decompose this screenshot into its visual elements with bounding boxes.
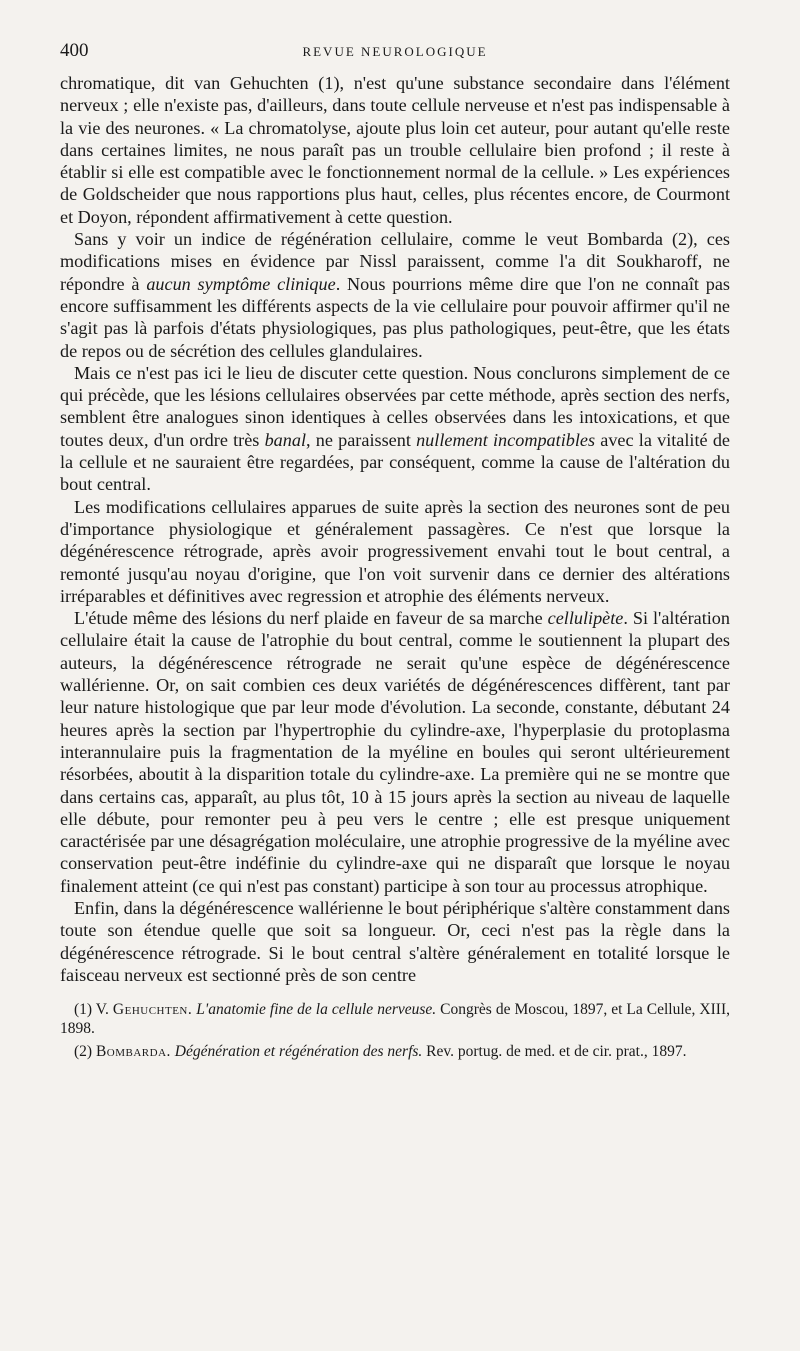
footnote-author: Bombarda. (95, 1043, 171, 1061)
body-text (60, 72, 730, 986)
emphasis-text: aucun symptôme clinique (146, 273, 336, 294)
footnote-rest: Congrès de Moscou, 1897, et La Cellule, XIII, 1898. (60, 1001, 730, 1038)
paragraph (60, 897, 730, 986)
footnotes (60, 1000, 730, 1061)
footnote-marker: (2) (74, 1043, 93, 1061)
paragraph (60, 362, 730, 496)
paragraph (60, 72, 730, 228)
paragraph-text: Les modifications cellulaires apparues de suite après la section des neurones sont de peu d'importance physiologique et généralement passagères. Ce n'est que lorsque la dégénérescence rétrograde, après avoir progressivement envahi tout le bout central, a remonté jusqu'au noyau d'origine, que l'on voit survenir dans ce dernier des altérations irréparables et définitives avec regression et atrophie des éléments nerveux. (60, 496, 730, 606)
footnote-marker: (1) V. (74, 1001, 109, 1019)
paragraph (60, 607, 730, 897)
footnote-author: Gehuchten. (112, 1001, 193, 1019)
footnote-title: Dégénération et régénération des nerfs. (174, 1043, 423, 1061)
running-head (60, 40, 730, 72)
emphasis-text: cellulipète (547, 608, 624, 629)
footnote-title: L'anatomie fine de la cellule nerveuse. (196, 1001, 437, 1019)
paragraph-text: chromatique, dit van Gehuchten (1), n'est qu'une substance secondaire dans l'élément nerveux ; elle n'existe pas, d'ailleurs, dans toute cellule nerveuse et n'est pas indispensable à la vie des neurones. « La chromatolyse, ajoute plus loin cet auteur, pour autant qu'elle reste dans certaines limites, ne nous paraît pas un trouble cellulaire bien profond ; il reste à établir si elle est compatible avec le fonctionnement normal de la cellule. » Les expériences de Goldscheider que nous rapportions plus haut, celles, plus récentes encore, de Courmont et Doyon, répondent affirmativement à cette question. (60, 73, 730, 227)
footnote (60, 1000, 730, 1038)
paragraph (60, 228, 730, 362)
paragraph-text: avec la vitalité de la cellule et ne sauraient être regardées, par conséquent, comme la cause de l'altération du bout central. (60, 429, 730, 495)
page-number: 400 (60, 40, 89, 61)
emphasis-text: banal (264, 429, 307, 450)
paragraph-text: Sans y voir un indice de régénération cellulaire, comme le veut Bombarda (2), ces modifications mises en évidence par Nissl paraissent, comme l'a dit Soukharoff, ne répondre à (60, 229, 730, 294)
paragraph-text: . Si l'altération cellulaire était la cause de l'atrophie du bout central, comme le soutiennent la plupart des auteurs, la dégénérescence rétrograde ne serait qu'une espèce de dégénérescence wallérienne. Or, on sait combien ces deux variétés de dégénérescences diffèrent, tant par leur nature histologique que par leur mode d'évolution. La seconde, constante, débutant 24 heures après la section par l'hypertrophie du cylindre-axe, l'hyperplasie du protoplasma interannulaire puis la fragmentation de la myéline en boules qui seront ultérieurement résorbées, aboutit à la disparition totale du cylindre-axe. La première qui ne se montre que dans certains cas, apparaît, au plus tôt, 10 à 15 jours après la section au niveau de laquelle elle débute, pour remonter peu à peu vers le centre ; elle est presque uniquement caractérisée par une désagrégation moléculaire, une atrophie progressive de la myéline avec conservation peut-être indéfinie du cylindre-axe qui ne disparaît que lorsque le noyau finalement atteint (ce qui n'est pas constant) participe à son tour au processus atrophique. (60, 608, 730, 896)
paragraph-text: , ne paraissent (306, 429, 417, 450)
journal-title: REVUE NEUROLOGIQUE (302, 44, 488, 59)
footnote-spacer (60, 986, 730, 1000)
paragraph-text: . Nous pourrions même dire que l'on ne connaît pas encore suffisamment les différents aspects de la vie cellulaire pour pouvoir affirmer qu'il ne s'agit pas là parfois d'états physiologiques, pas plus pathologiques, peut-être, que les états de repos ou de sécrétion des cellules glandulaires. (60, 273, 730, 361)
paragraph-text: Enfin, dans la dégénérescence wallérienne le bout périphérique s'altère constamment dans toute son étendue quelle que soit sa longueur. Or, ceci n'est pas la règle dans la dégénérescence rétrograde. Si le bout central s'altère généralement en totalité lorsque le faisceau nerveux est sectionné près de son centre (60, 897, 730, 985)
emphasis-text: nullement incompatibles (416, 429, 596, 450)
footnote-rest: Rev. portug. de med. et de cir. prat., 1897. (422, 1043, 687, 1061)
paragraph-text: L'étude même des lésions du nerf plaide en faveur de sa marche (74, 608, 548, 629)
footnote (60, 1042, 730, 1061)
paragraph (60, 496, 730, 607)
paragraph-text: Mais ce n'est pas ici le lieu de discuter cette question. Nous conclurons simplement de ce qui précède, que les lésions cellulaires observées par cette méthode, après section des nerfs, semblent être analogues sinon identiques à celles observées dans les intoxications, et que toutes deux, d'un ordre très (60, 362, 730, 450)
